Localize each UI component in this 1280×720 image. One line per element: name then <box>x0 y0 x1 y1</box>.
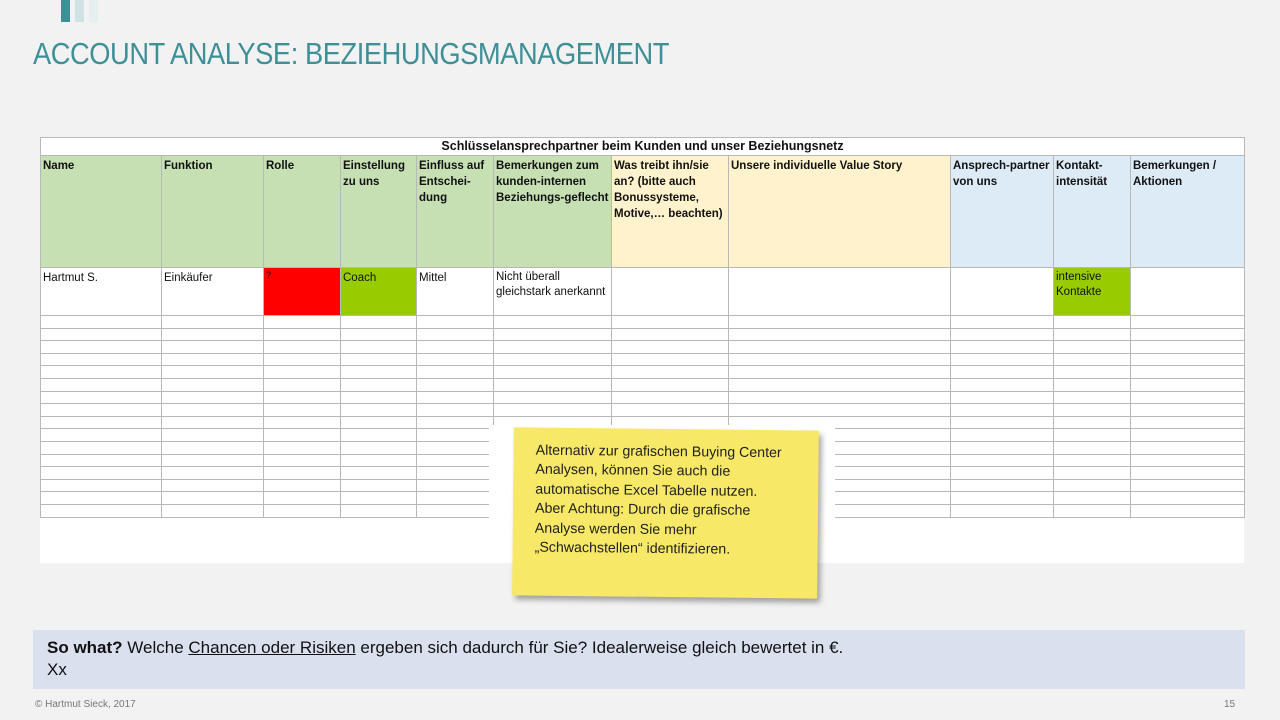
empty-cell[interactable] <box>417 353 494 366</box>
sticky-note <box>512 427 819 598</box>
empty-cell[interactable] <box>494 316 612 329</box>
empty-cell[interactable] <box>1054 366 1131 379</box>
empty-cell[interactable] <box>1131 454 1245 467</box>
slide-title: ACCOUNT ANALYSE: BEZIEHUNGSMANAGEMENT <box>33 36 670 71</box>
empty-cell[interactable] <box>417 366 494 379</box>
sticky-note-text-1: Alternativ zur grafischen Buying Center Analysen, können Sie auch die automatische Excel Tabelle nutzen. <box>535 442 782 500</box>
empty-cell[interactable] <box>41 353 162 366</box>
empty-cell[interactable] <box>41 391 162 404</box>
empty-cell[interactable] <box>951 467 1054 480</box>
empty-cell[interactable] <box>341 454 417 467</box>
empty-cell[interactable] <box>162 366 264 379</box>
empty-cell[interactable] <box>417 467 494 480</box>
table-row <box>41 366 1245 379</box>
empty-cell[interactable] <box>1131 479 1245 492</box>
empty-cell[interactable] <box>417 391 494 404</box>
empty-cell[interactable] <box>729 328 951 341</box>
empty-cell[interactable] <box>494 341 612 354</box>
empty-cell[interactable] <box>951 429 1054 442</box>
header-rolle: Rolle <box>264 156 341 268</box>
empty-cell[interactable] <box>162 504 264 517</box>
so-what-lead: So what? <box>47 638 123 657</box>
empty-cell[interactable] <box>1054 467 1131 480</box>
empty-cell[interactable] <box>1054 492 1131 505</box>
empty-cell[interactable] <box>341 328 417 341</box>
cell-ansprechpartner[interactable] <box>951 268 1054 316</box>
empty-cell[interactable] <box>1131 353 1245 366</box>
empty-cell[interactable] <box>1131 429 1245 442</box>
empty-cell[interactable] <box>1131 391 1245 404</box>
table-row <box>41 341 1245 354</box>
empty-cell[interactable] <box>951 441 1054 454</box>
empty-cell[interactable] <box>1131 404 1245 417</box>
empty-cell[interactable] <box>162 316 264 329</box>
header-funktion: Funktion <box>162 156 264 268</box>
header-ansprechpartner: Ansprech-partner von uns <box>951 156 1054 268</box>
accent-bar-2 <box>75 0 84 22</box>
empty-cell[interactable] <box>951 391 1054 404</box>
cell-value-story[interactable] <box>729 268 951 316</box>
header-row <box>41 156 1245 268</box>
cell-kontakt[interactable]: intensive Kontakte <box>1054 268 1131 316</box>
empty-cell[interactable] <box>417 479 494 492</box>
empty-cell[interactable] <box>612 341 729 354</box>
empty-cell[interactable] <box>41 429 162 442</box>
empty-cell[interactable] <box>41 378 162 391</box>
empty-cell[interactable] <box>341 404 417 417</box>
empty-cell[interactable] <box>162 429 264 442</box>
table-row <box>41 391 1245 404</box>
empty-cell[interactable] <box>417 492 494 505</box>
empty-cell[interactable] <box>1054 316 1131 329</box>
empty-cell[interactable] <box>1131 341 1245 354</box>
empty-cell[interactable] <box>417 504 494 517</box>
empty-cell[interactable] <box>264 479 341 492</box>
table-row <box>41 316 1245 329</box>
table-row <box>41 268 1245 316</box>
empty-cell[interactable] <box>729 353 951 366</box>
empty-cell[interactable] <box>264 504 341 517</box>
empty-cell[interactable] <box>612 316 729 329</box>
empty-cell[interactable] <box>264 467 341 480</box>
empty-cell[interactable] <box>1131 504 1245 517</box>
empty-cell[interactable] <box>264 353 341 366</box>
top-accent-bar <box>61 0 98 22</box>
empty-cell[interactable] <box>264 341 341 354</box>
so-what-box <box>33 630 1245 689</box>
so-what-underlined: Chancen oder Risiken <box>188 638 356 657</box>
empty-cell[interactable] <box>41 328 162 341</box>
empty-cell[interactable] <box>1131 441 1245 454</box>
empty-cell[interactable] <box>1054 341 1131 354</box>
empty-cell[interactable] <box>417 416 494 429</box>
empty-cell[interactable] <box>341 378 417 391</box>
empty-cell[interactable] <box>264 404 341 417</box>
empty-cell[interactable] <box>41 454 162 467</box>
empty-cell[interactable] <box>612 328 729 341</box>
table-row <box>41 404 1245 417</box>
empty-cell[interactable] <box>1054 441 1131 454</box>
cell-name[interactable]: Hartmut S. <box>41 268 162 316</box>
empty-cell[interactable] <box>612 378 729 391</box>
empty-cell[interactable] <box>951 341 1054 354</box>
empty-cell[interactable] <box>1054 391 1131 404</box>
empty-cell[interactable] <box>264 429 341 442</box>
empty-cell[interactable] <box>417 378 494 391</box>
header-value-story: Unsere individuelle Value Story <box>729 156 951 268</box>
empty-cell[interactable] <box>341 467 417 480</box>
empty-cell[interactable] <box>612 391 729 404</box>
empty-cell[interactable] <box>264 328 341 341</box>
empty-cell[interactable] <box>1054 378 1131 391</box>
empty-cell[interactable] <box>162 454 264 467</box>
empty-cell[interactable] <box>162 391 264 404</box>
empty-cell[interactable] <box>162 467 264 480</box>
empty-cell[interactable] <box>494 378 612 391</box>
empty-cell[interactable] <box>494 353 612 366</box>
empty-cell[interactable] <box>341 492 417 505</box>
empty-cell[interactable] <box>264 366 341 379</box>
empty-cell[interactable] <box>417 316 494 329</box>
empty-cell[interactable] <box>341 391 417 404</box>
empty-cell[interactable] <box>1054 404 1131 417</box>
empty-cell[interactable] <box>1131 328 1245 341</box>
empty-cell[interactable] <box>41 341 162 354</box>
table-caption: Schlüsselansprechpartner beim Kunden und unser Beziehungsnetz <box>41 138 1245 156</box>
empty-cell[interactable] <box>494 328 612 341</box>
empty-cell[interactable] <box>1131 366 1245 379</box>
empty-cell[interactable] <box>951 328 1054 341</box>
empty-cell[interactable] <box>1054 504 1131 517</box>
empty-cell[interactable] <box>417 429 494 442</box>
empty-cell[interactable] <box>1131 316 1245 329</box>
empty-cell[interactable] <box>341 441 417 454</box>
empty-cell[interactable] <box>417 328 494 341</box>
cell-motivation[interactable] <box>612 268 729 316</box>
page-number: 15 <box>1224 699 1236 710</box>
empty-cell[interactable] <box>264 416 341 429</box>
empty-cell[interactable] <box>341 479 417 492</box>
accent-bar-3 <box>89 0 98 22</box>
empty-cell[interactable] <box>1131 467 1245 480</box>
empty-cell[interactable] <box>729 366 951 379</box>
empty-cell[interactable] <box>341 316 417 329</box>
empty-cell[interactable] <box>1054 429 1131 442</box>
empty-cell[interactable] <box>1131 492 1245 505</box>
table-row <box>41 378 1245 391</box>
table-row <box>41 328 1245 341</box>
cell-funktion[interactable]: Einkäufer <box>162 268 264 316</box>
empty-cell[interactable] <box>1131 416 1245 429</box>
empty-cell[interactable] <box>41 467 162 480</box>
empty-cell[interactable] <box>729 341 951 354</box>
empty-cell[interactable] <box>41 441 162 454</box>
empty-cell[interactable] <box>162 441 264 454</box>
empty-cell[interactable] <box>41 316 162 329</box>
empty-cell[interactable] <box>1054 328 1131 341</box>
empty-cell[interactable] <box>1054 353 1131 366</box>
empty-cell[interactable] <box>162 492 264 505</box>
empty-cell[interactable] <box>951 504 1054 517</box>
empty-cell[interactable] <box>494 366 612 379</box>
sticky-note-text-2: Aber Achtung: Durch die grafische Analyse werden Sie mehr „Schwachstellen“ identifizieren. <box>534 500 751 558</box>
header-bemerkungen-intern: Bemerkungen zum kunden-internen Beziehungs-geflecht <box>494 156 612 268</box>
empty-cell[interactable] <box>951 492 1054 505</box>
empty-cell[interactable] <box>162 341 264 354</box>
empty-cell[interactable] <box>729 378 951 391</box>
empty-cell[interactable] <box>612 404 729 417</box>
empty-cell[interactable] <box>341 341 417 354</box>
empty-cell[interactable] <box>729 316 951 329</box>
empty-cell[interactable] <box>951 404 1054 417</box>
cell-einfluss[interactable]: Mittel <box>417 268 494 316</box>
empty-cell[interactable] <box>1131 378 1245 391</box>
cell-rolle[interactable]: ? <box>264 268 341 316</box>
accent-bar-1 <box>61 0 70 22</box>
so-what-line <box>47 637 1231 659</box>
empty-cell[interactable] <box>341 366 417 379</box>
empty-cell[interactable] <box>951 416 1054 429</box>
empty-cell[interactable] <box>417 341 494 354</box>
empty-cell[interactable] <box>612 353 729 366</box>
header-einfluss: Einfluss auf Entschei-dung <box>417 156 494 268</box>
so-what-post: ergeben sich dadurch für Sie? Idealerweise gleich bewertet in €. <box>355 638 844 657</box>
empty-cell[interactable] <box>951 378 1054 391</box>
empty-cell[interactable] <box>1054 479 1131 492</box>
cell-aktionen[interactable] <box>1131 268 1245 316</box>
header-motivation: Was treibt ihn/sie an? (bitte auch Bonussysteme, Motive,… beachten) <box>612 156 729 268</box>
empty-cell[interactable] <box>612 366 729 379</box>
empty-cell[interactable] <box>494 404 612 417</box>
empty-cell[interactable] <box>41 479 162 492</box>
empty-cell[interactable] <box>1054 454 1131 467</box>
header-bemerkungen-aktionen: Bemerkungen / Aktionen <box>1131 156 1245 268</box>
empty-cell[interactable] <box>264 441 341 454</box>
empty-cell[interactable] <box>162 353 264 366</box>
empty-cell[interactable] <box>41 366 162 379</box>
empty-cell[interactable] <box>162 404 264 417</box>
empty-cell[interactable] <box>162 479 264 492</box>
empty-cell[interactable] <box>951 316 1054 329</box>
header-name: Name <box>41 156 162 268</box>
empty-cell[interactable] <box>41 504 162 517</box>
empty-cell[interactable] <box>951 479 1054 492</box>
empty-cell[interactable] <box>951 366 1054 379</box>
empty-cell[interactable] <box>494 391 612 404</box>
so-what-pre: Welche <box>122 638 189 657</box>
empty-cell[interactable] <box>341 416 417 429</box>
cell-bemerkungen[interactable]: Nicht überall gleichstark anerkannt <box>494 268 612 316</box>
empty-cell[interactable] <box>729 391 951 404</box>
empty-cell[interactable] <box>41 492 162 505</box>
empty-cell[interactable] <box>264 492 341 505</box>
empty-cell[interactable] <box>341 353 417 366</box>
empty-cell[interactable] <box>41 416 162 429</box>
empty-cell[interactable] <box>951 353 1054 366</box>
empty-cell[interactable] <box>417 404 494 417</box>
so-what-line-2: Xx <box>47 660 67 679</box>
empty-cell[interactable] <box>341 504 417 517</box>
empty-cell[interactable] <box>264 454 341 467</box>
cell-einstellung[interactable]: Coach <box>341 268 417 316</box>
empty-cell[interactable] <box>162 378 264 391</box>
empty-cell[interactable] <box>264 316 341 329</box>
empty-cell[interactable] <box>264 391 341 404</box>
empty-cell[interactable] <box>162 416 264 429</box>
header-kontaktintensitaet: Kontakt-intensität <box>1054 156 1131 268</box>
empty-cell[interactable] <box>341 429 417 442</box>
empty-cell[interactable] <box>729 404 951 417</box>
empty-cell[interactable] <box>162 328 264 341</box>
empty-cell[interactable] <box>41 404 162 417</box>
empty-cell[interactable] <box>417 454 494 467</box>
empty-cell[interactable] <box>417 441 494 454</box>
header-einstellung: Einstellung zu uns <box>341 156 417 268</box>
empty-cell[interactable] <box>951 454 1054 467</box>
table-row <box>41 353 1245 366</box>
empty-cell[interactable] <box>1054 416 1131 429</box>
footer-copyright: © Hartmut Sieck, 2017 <box>35 699 136 710</box>
empty-cell[interactable] <box>264 378 341 391</box>
